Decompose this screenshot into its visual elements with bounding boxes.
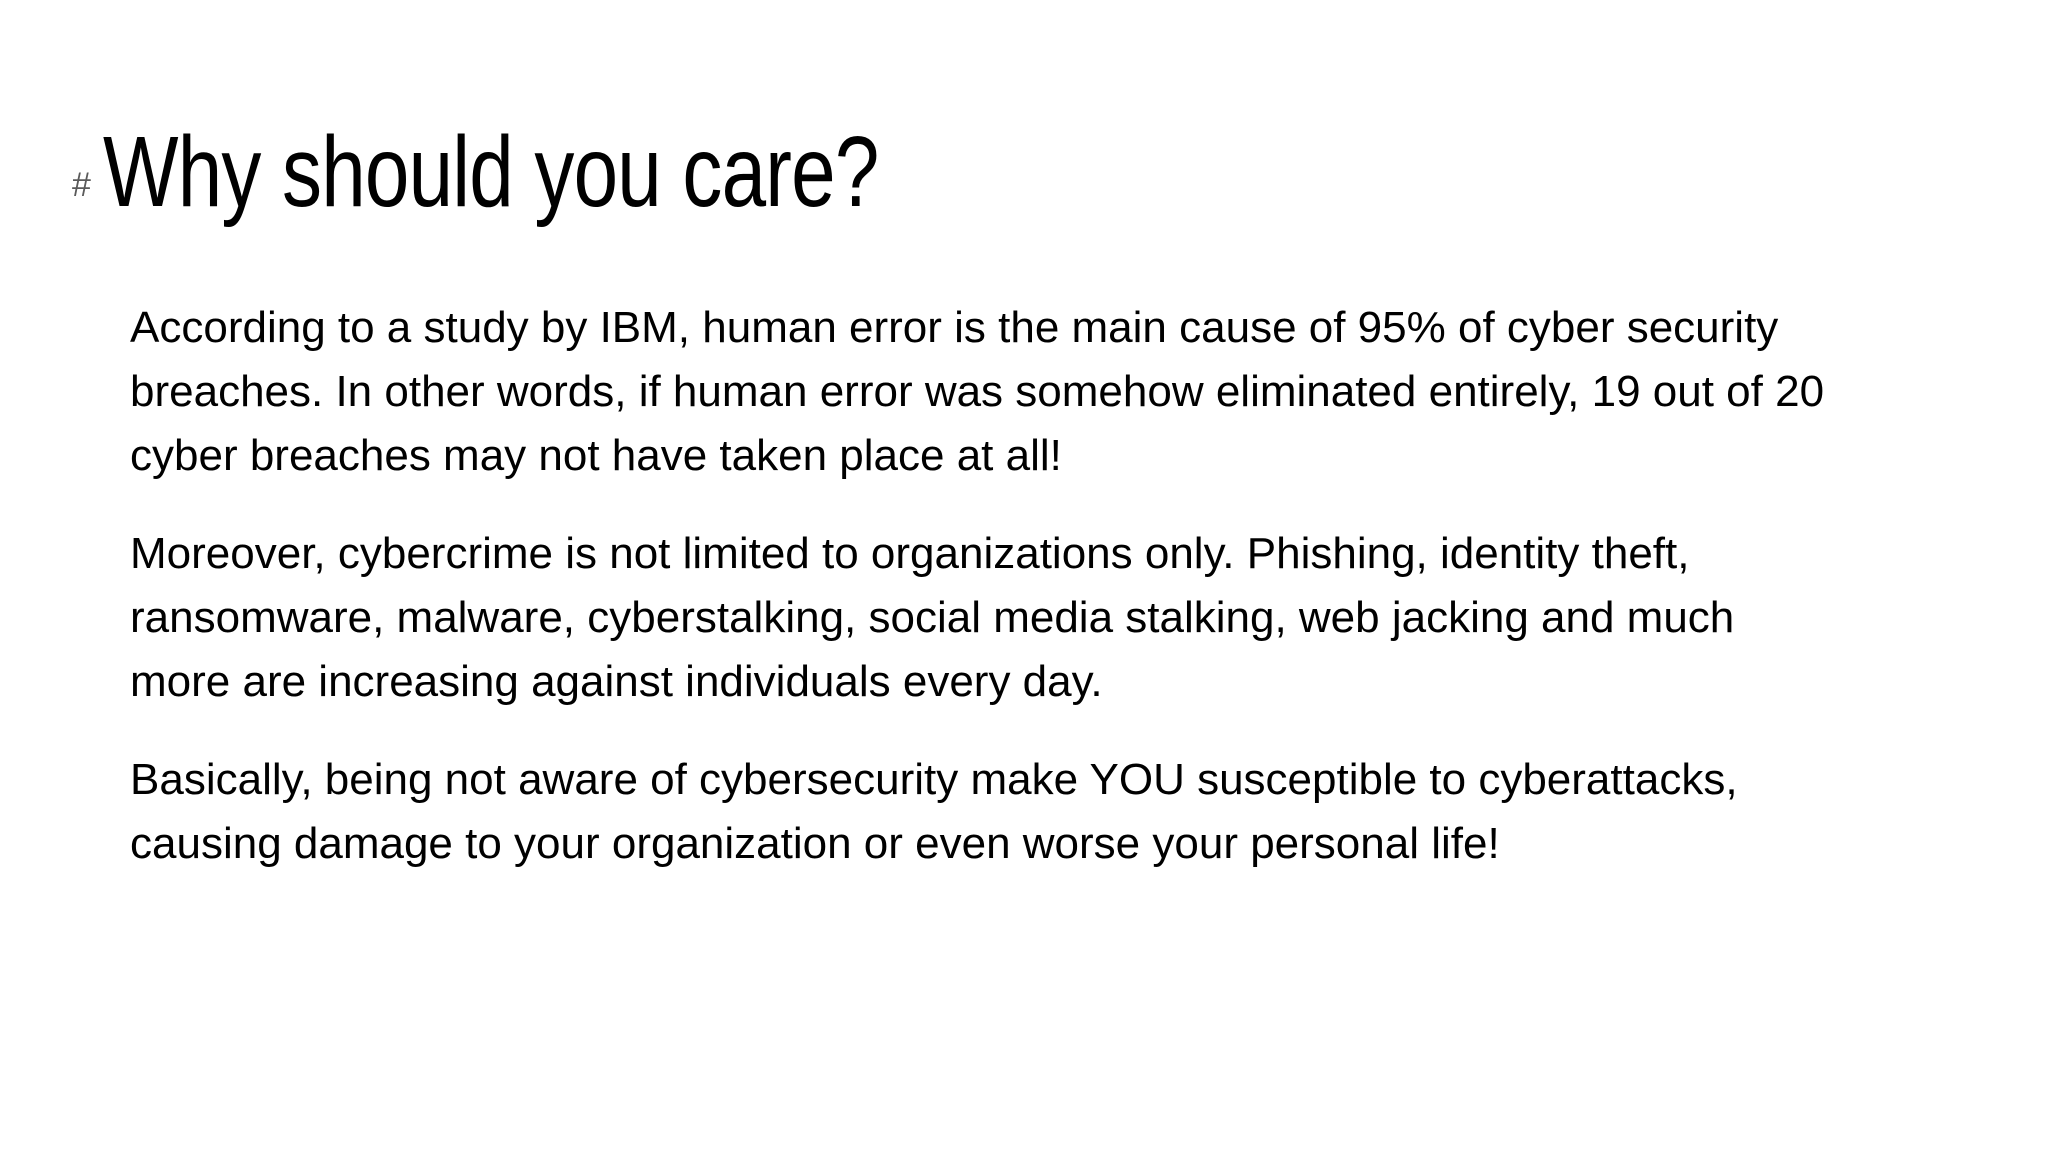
- slide-body: [130, 296, 1950, 910]
- paragraph-awareness: Basically, being not aware of cybersecurity make YOU susceptible to cyberattacks, causing damage to your organization or even worse your personal life!: [130, 755, 1738, 868]
- paragraph-cybercrime-individuals: Moreover, cybercrime is not limited to organizations only. Phishing, identity theft, ransomware, malware, cyberstalking, social media stalking, web jacking and much more are increasing against individuals every day.: [130, 529, 1735, 706]
- heading-anchor-hash[interactable]: #: [72, 166, 91, 204]
- slide-title: Why should you care?: [102, 116, 879, 228]
- paragraph-ibm-study: According to a study by IBM, human error is the main cause of 95% of cyber security breaches. In other words, if human error was somehow eliminated entirely, 19 out of 20 cyber breaches may not have taken place at all!: [130, 303, 1825, 480]
- slide-heading: [72, 112, 1072, 232]
